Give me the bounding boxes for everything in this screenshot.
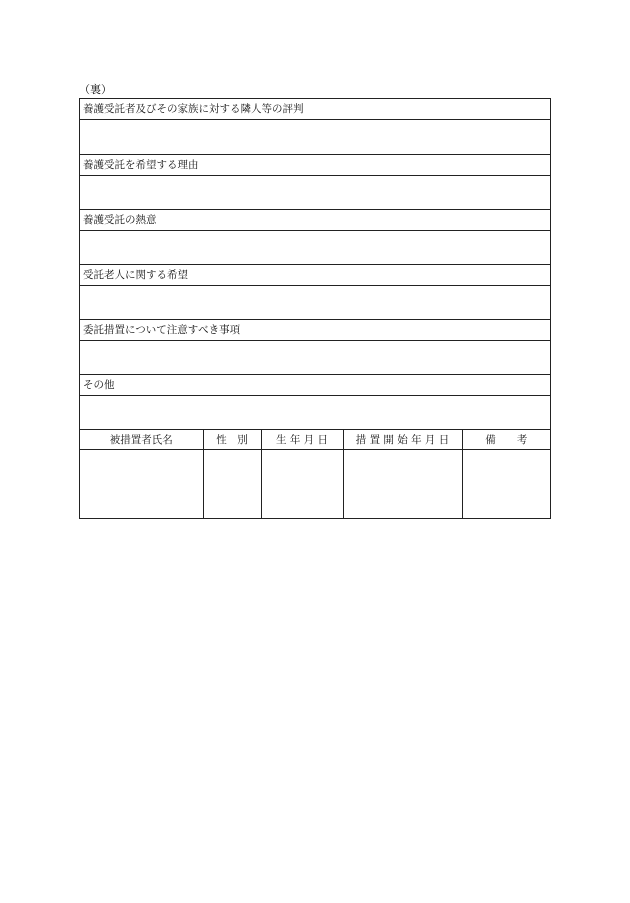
column-header-start-date: 措 置 開 始 年 月 日 (343, 430, 462, 450)
section-field[interactable] (80, 341, 550, 375)
table-row (80, 450, 550, 519)
section-field[interactable] (80, 120, 550, 155)
section-field[interactable] (80, 231, 550, 265)
cell-start-date[interactable] (343, 450, 462, 519)
column-header-sex: 性 別 (203, 430, 261, 450)
section-reason (80, 155, 550, 210)
column-header-remarks: 備 考 (462, 430, 550, 450)
section-label: その他 (80, 375, 550, 396)
table-header-row (80, 430, 550, 450)
cell-remarks[interactable] (462, 450, 550, 519)
section-label: 受託老人に関する希望 (80, 265, 550, 286)
section-label: 養護受託者及びその家族に対する隣人等の評判 (80, 99, 550, 120)
section-label: 委託措置について注意すべき事項 (80, 320, 550, 341)
section-field[interactable] (80, 286, 550, 320)
section-elderly-preference (80, 265, 550, 320)
section-enthusiasm (80, 210, 550, 265)
application-form-back (79, 98, 551, 519)
column-header-name: 被措置者氏名 (80, 430, 203, 450)
section-notes (80, 320, 550, 375)
section-neighbor-reputation (80, 99, 550, 155)
section-other (80, 375, 550, 430)
column-header-birthdate: 生 年 月 日 (261, 430, 343, 450)
form-sections (80, 99, 550, 430)
section-field[interactable] (80, 396, 550, 430)
section-field[interactable] (80, 176, 550, 210)
person-table (80, 430, 550, 518)
section-label: 養護受託の熱意 (80, 210, 550, 231)
cell-sex[interactable] (203, 450, 261, 519)
section-label: 養護受託を希望する理由 (80, 155, 550, 176)
cell-name[interactable] (80, 450, 203, 519)
cell-birthdate[interactable] (261, 450, 343, 519)
page-label: （裏） (79, 83, 112, 96)
